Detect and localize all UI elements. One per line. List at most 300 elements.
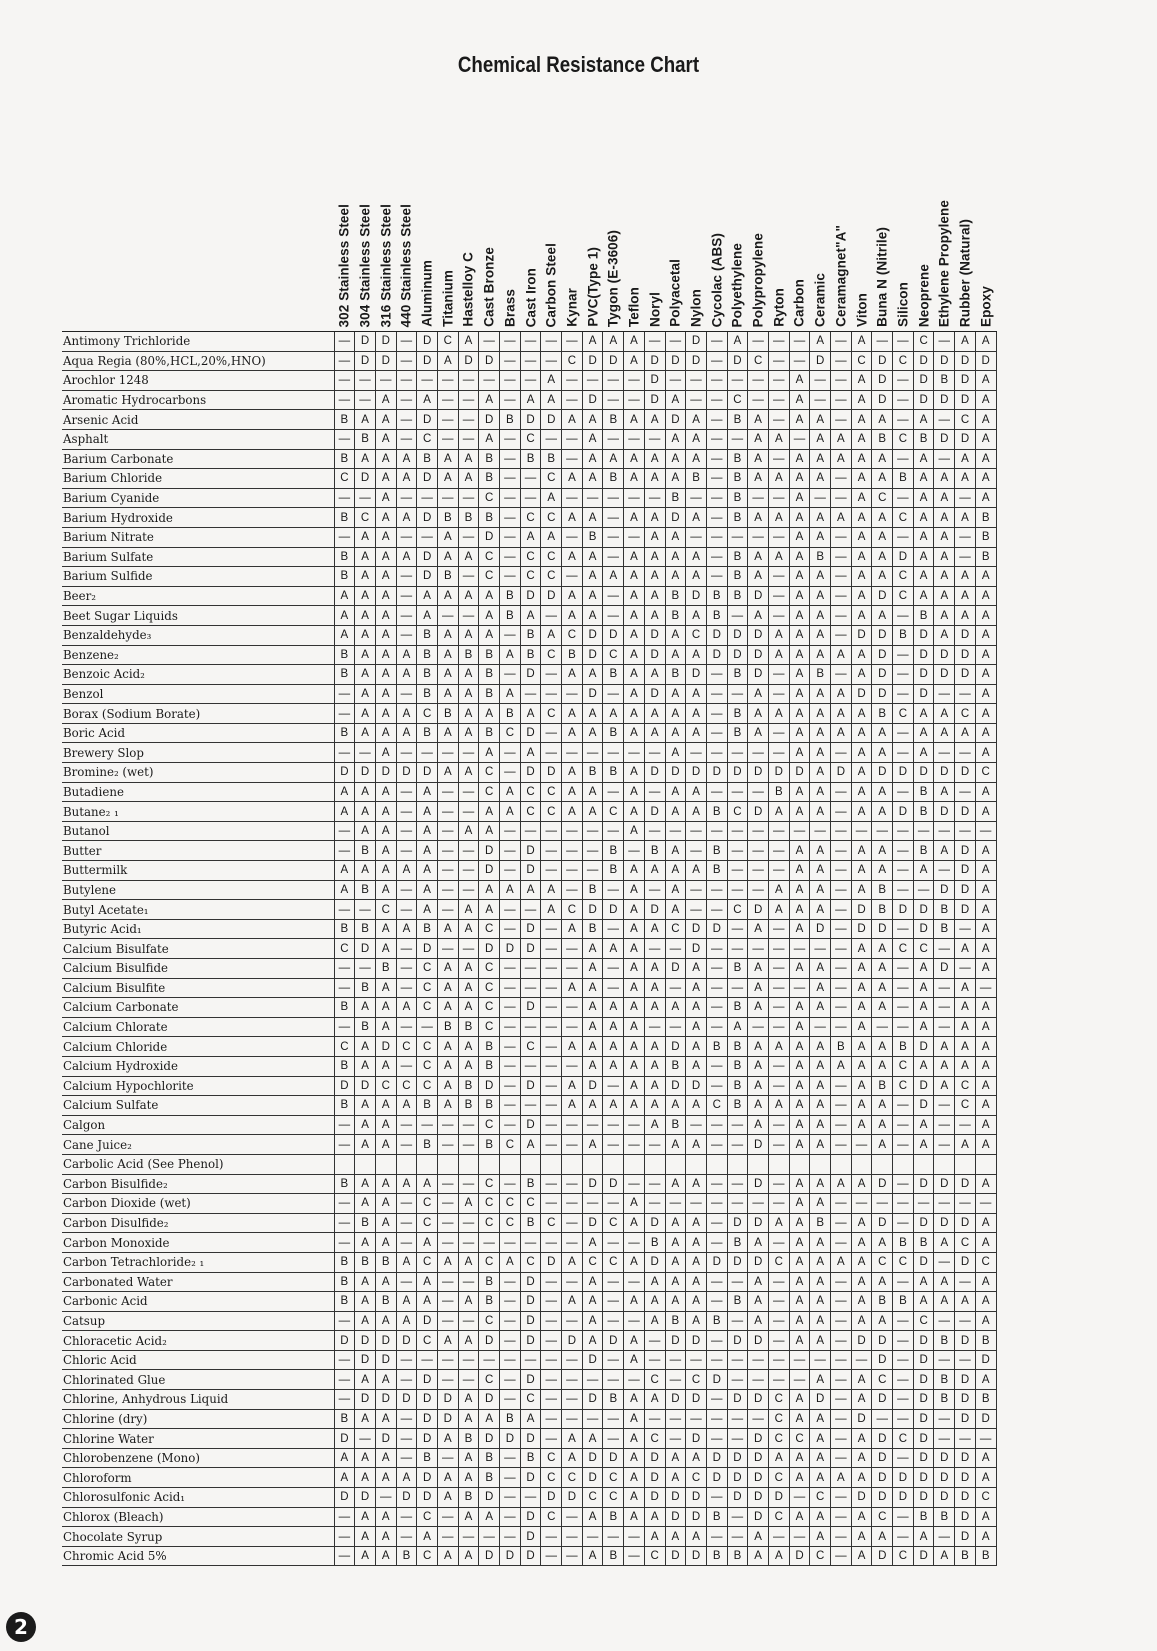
rating-cell: A xyxy=(872,469,893,489)
rating-cell xyxy=(417,1154,438,1174)
rating-cell: D xyxy=(541,410,562,430)
rating-cell: — xyxy=(748,861,769,881)
column-header-label: Rubber (Natural) xyxy=(957,218,973,327)
rating-cell: — xyxy=(500,371,521,391)
rating-cell: — xyxy=(334,1370,355,1390)
rating-cell: D xyxy=(375,1037,396,1057)
rating-cell: C xyxy=(520,1390,541,1410)
rating-cell: A xyxy=(458,1546,479,1566)
rating-cell: C xyxy=(500,723,521,743)
rating-cell: A xyxy=(975,332,996,352)
rating-cell: B xyxy=(437,704,458,724)
table-row xyxy=(62,1174,996,1194)
rating-cell: C xyxy=(872,1252,893,1272)
rating-cell: B xyxy=(893,1233,914,1253)
rating-cell: A xyxy=(355,625,376,645)
rating-cell: — xyxy=(603,743,624,763)
rating-cell: A xyxy=(624,959,645,979)
rating-cell: C xyxy=(479,1311,500,1331)
rating-cell: C xyxy=(479,547,500,567)
rating-cell: — xyxy=(562,527,583,547)
rating-cell: D xyxy=(417,508,438,528)
rating-cell: — xyxy=(500,1056,521,1076)
rating-cell: — xyxy=(624,527,645,547)
rating-cell: — xyxy=(334,1311,355,1331)
rating-cell: D xyxy=(686,351,707,371)
rating-cell: D xyxy=(727,1488,748,1508)
rating-cell: C xyxy=(893,508,914,528)
rating-cell: D xyxy=(541,586,562,606)
rating-cell: — xyxy=(831,351,852,371)
rating-cell: — xyxy=(417,1115,438,1135)
rating-cell: A xyxy=(355,1527,376,1547)
rating-cell: — xyxy=(541,1292,562,1312)
rating-cell: — xyxy=(955,1311,976,1331)
rating-cell: A xyxy=(624,567,645,587)
rating-cell: — xyxy=(748,527,769,547)
rating-cell: — xyxy=(768,821,789,841)
rating-cell: — xyxy=(541,1350,562,1370)
rating-cell: A xyxy=(748,723,769,743)
rating-cell: D xyxy=(644,1252,665,1272)
rating-cell: — xyxy=(562,1370,583,1390)
rating-cell: A xyxy=(624,1037,645,1057)
rating-cell: A xyxy=(665,1272,686,1292)
rating-cell: D xyxy=(520,1507,541,1527)
rating-cell: A xyxy=(665,547,686,567)
rating-cell: — xyxy=(789,332,810,352)
rating-cell: — xyxy=(500,900,521,920)
rating-cell: — xyxy=(437,410,458,430)
rating-cell: — xyxy=(562,1213,583,1233)
rating-cell: A xyxy=(396,1311,417,1331)
rating-cell: A xyxy=(355,1370,376,1390)
rating-cell: A xyxy=(644,527,665,547)
rating-cell: A xyxy=(665,1468,686,1488)
rating-cell: A xyxy=(851,1037,872,1057)
rating-cell: B xyxy=(975,1390,996,1410)
rating-cell: A xyxy=(624,978,645,998)
rating-cell: C xyxy=(437,332,458,352)
rating-cell: B xyxy=(458,645,479,665)
column-header xyxy=(686,165,707,332)
table-row xyxy=(62,508,996,528)
rating-cell: D xyxy=(582,900,603,920)
table-row xyxy=(62,723,996,743)
rating-cell: D xyxy=(582,390,603,410)
rating-cell: — xyxy=(831,900,852,920)
rating-cell: A xyxy=(810,880,831,900)
rating-cell: — xyxy=(396,567,417,587)
rating-cell: C xyxy=(603,1252,624,1272)
rating-cell: D xyxy=(934,1448,955,1468)
chemical-name: Chlorine, Anhydrous Liquid xyxy=(62,1390,334,1410)
rating-cell: — xyxy=(955,1350,976,1370)
rating-cell: D xyxy=(686,763,707,783)
rating-cell: — xyxy=(706,567,727,587)
rating-cell: — xyxy=(624,1311,645,1331)
rating-cell: A xyxy=(582,1135,603,1155)
rating-cell: B xyxy=(334,410,355,430)
rating-cell: A xyxy=(355,410,376,430)
rating-cell: — xyxy=(500,1527,521,1547)
rating-cell: B xyxy=(644,1233,665,1253)
rating-cell: D xyxy=(955,841,976,861)
rating-cell: A xyxy=(934,1233,955,1253)
rating-cell: — xyxy=(748,880,769,900)
rating-cell: — xyxy=(603,1233,624,1253)
rating-cell: D xyxy=(934,1174,955,1194)
rating-cell: — xyxy=(706,743,727,763)
rating-cell: A xyxy=(375,1017,396,1037)
rating-cell: A xyxy=(748,1115,769,1135)
rating-cell: D xyxy=(396,1488,417,1508)
rating-cell xyxy=(851,1154,872,1174)
rating-cell: — xyxy=(851,1350,872,1370)
rating-cell: A xyxy=(541,880,562,900)
rating-cell: — xyxy=(893,390,914,410)
rating-cell: — xyxy=(851,821,872,841)
rating-cell: C xyxy=(541,802,562,822)
rating-cell: — xyxy=(975,1194,996,1214)
rating-cell: A xyxy=(789,665,810,685)
rating-cell: A xyxy=(582,1272,603,1292)
rating-cell: C xyxy=(562,900,583,920)
rating-cell: — xyxy=(437,1135,458,1155)
table-row xyxy=(62,1252,996,1272)
rating-cell: D xyxy=(686,1429,707,1449)
rating-cell: A xyxy=(934,704,955,724)
rating-cell: A xyxy=(624,1507,645,1527)
rating-cell: — xyxy=(831,606,852,626)
rating-cell: B xyxy=(417,1096,438,1116)
rating-cell: — xyxy=(748,390,769,410)
rating-cell: — xyxy=(831,1546,852,1566)
rating-cell: A xyxy=(541,390,562,410)
rating-cell: — xyxy=(582,1527,603,1547)
rating-cell: — xyxy=(603,1194,624,1214)
rating-cell: A xyxy=(955,1135,976,1155)
rating-cell: — xyxy=(500,841,521,861)
rating-cell: C xyxy=(893,586,914,606)
rating-cell: — xyxy=(582,1115,603,1135)
rating-cell: A xyxy=(458,684,479,704)
rating-cell: A xyxy=(541,900,562,920)
rating-cell: — xyxy=(706,665,727,685)
rating-cell: — xyxy=(437,1507,458,1527)
rating-cell: — xyxy=(706,684,727,704)
rating-cell: B xyxy=(934,1390,955,1410)
chemical-name: Aqua Regia (80%,HCL,20%,HNO) xyxy=(62,351,334,371)
rating-cell: A xyxy=(479,821,500,841)
rating-cell: A xyxy=(562,1096,583,1116)
rating-cell: C xyxy=(479,782,500,802)
rating-cell: A xyxy=(831,429,852,449)
rating-cell: — xyxy=(437,880,458,900)
rating-cell: — xyxy=(458,939,479,959)
column-header xyxy=(582,165,603,332)
rating-cell: A xyxy=(810,567,831,587)
rating-cell: D xyxy=(893,900,914,920)
table-row xyxy=(62,821,996,841)
rating-cell: A xyxy=(686,1448,707,1468)
rating-cell: A xyxy=(375,821,396,841)
rating-cell: A xyxy=(479,704,500,724)
rating-cell: B xyxy=(417,919,438,939)
rating-cell: D xyxy=(355,763,376,783)
rating-cell: — xyxy=(562,880,583,900)
rating-cell: — xyxy=(955,1429,976,1449)
rating-cell: A xyxy=(582,567,603,587)
rating-cell: — xyxy=(727,1135,748,1155)
rating-cell: D xyxy=(748,1135,769,1155)
rating-cell: A xyxy=(748,1037,769,1057)
rating-cell: A xyxy=(789,547,810,567)
rating-cell: C xyxy=(479,919,500,939)
rating-cell: — xyxy=(831,1017,852,1037)
rating-cell: — xyxy=(624,1370,645,1390)
rating-cell: C xyxy=(417,998,438,1018)
rating-cell: C xyxy=(541,567,562,587)
rating-cell: — xyxy=(396,390,417,410)
table-row xyxy=(62,665,996,685)
rating-cell: D xyxy=(686,919,707,939)
rating-cell: B xyxy=(334,723,355,743)
rating-cell: — xyxy=(665,1429,686,1449)
rating-cell: A xyxy=(458,332,479,352)
rating-cell: A xyxy=(562,547,583,567)
rating-cell: A xyxy=(872,959,893,979)
rating-cell: A xyxy=(789,1292,810,1312)
rating-cell: A xyxy=(748,1096,769,1116)
rating-cell: A xyxy=(624,1076,645,1096)
rating-cell: A xyxy=(831,1056,852,1076)
rating-cell: A xyxy=(748,469,769,489)
rating-cell: — xyxy=(396,332,417,352)
rating-cell: A xyxy=(955,939,976,959)
rating-cell: — xyxy=(603,429,624,449)
rating-cell: A xyxy=(437,763,458,783)
rating-cell: — xyxy=(686,743,707,763)
rating-cell: — xyxy=(437,1194,458,1214)
rating-cell: A xyxy=(624,861,645,881)
rating-cell: C xyxy=(955,1096,976,1116)
rating-cell: A xyxy=(624,332,645,352)
rating-cell: A xyxy=(768,802,789,822)
rating-cell: D xyxy=(520,939,541,959)
rating-cell: A xyxy=(437,1037,458,1057)
rating-cell: D xyxy=(851,1331,872,1351)
rating-cell: — xyxy=(334,1017,355,1037)
rating-cell: A xyxy=(748,1056,769,1076)
rating-cell: A xyxy=(975,586,996,606)
rating-cell: A xyxy=(913,1017,934,1037)
chemical-name: Barium Carbonate xyxy=(62,449,334,469)
rating-cell: — xyxy=(334,1115,355,1135)
rating-cell: A xyxy=(458,449,479,469)
rating-cell: — xyxy=(644,1194,665,1214)
rating-cell: D xyxy=(955,390,976,410)
rating-cell: D xyxy=(706,1448,727,1468)
rating-cell: D xyxy=(913,1409,934,1429)
rating-cell: A xyxy=(748,449,769,469)
rating-cell: A xyxy=(624,1017,645,1037)
rating-cell: — xyxy=(500,1272,521,1292)
rating-cell: A xyxy=(582,1292,603,1312)
rating-cell: A xyxy=(810,900,831,920)
rating-cell: D xyxy=(417,1311,438,1331)
rating-cell: — xyxy=(893,782,914,802)
rating-cell: — xyxy=(437,1213,458,1233)
rating-cell: A xyxy=(624,645,645,665)
rating-cell: B xyxy=(582,763,603,783)
rating-cell: — xyxy=(665,371,686,391)
rating-cell: — xyxy=(334,1135,355,1155)
rating-cell: D xyxy=(872,1468,893,1488)
table-row xyxy=(62,1037,996,1057)
rating-cell: A xyxy=(644,919,665,939)
chemical-name: Brewery Slop xyxy=(62,743,334,763)
rating-cell: D xyxy=(913,1350,934,1370)
rating-cell: — xyxy=(706,1331,727,1351)
rating-cell: A xyxy=(644,410,665,430)
rating-cell: A xyxy=(789,959,810,979)
rating-cell: B xyxy=(934,900,955,920)
rating-cell: D xyxy=(603,1174,624,1194)
rating-cell: B xyxy=(913,606,934,626)
rating-cell: C xyxy=(562,1468,583,1488)
rating-cell: A xyxy=(934,469,955,489)
rating-cell: C xyxy=(582,1488,603,1508)
rating-cell: A xyxy=(975,704,996,724)
rating-cell: A xyxy=(624,763,645,783)
rating-cell: C xyxy=(768,1507,789,1527)
rating-cell: A xyxy=(789,1096,810,1116)
rating-cell: — xyxy=(396,1194,417,1214)
rating-cell: C xyxy=(541,469,562,489)
rating-cell: — xyxy=(831,919,852,939)
rating-cell: — xyxy=(727,880,748,900)
rating-cell: A xyxy=(624,1390,645,1410)
rating-cell: — xyxy=(437,371,458,391)
rating-cell: A xyxy=(375,1527,396,1547)
rating-cell: D xyxy=(727,625,748,645)
rating-cell: A xyxy=(748,429,769,449)
rating-cell: — xyxy=(603,919,624,939)
rating-cell: B xyxy=(665,606,686,626)
rating-cell: — xyxy=(562,488,583,508)
rating-cell: — xyxy=(562,1390,583,1410)
rating-cell: D xyxy=(520,723,541,743)
rating-cell: A xyxy=(872,1115,893,1135)
rating-cell: D xyxy=(934,959,955,979)
rating-cell: — xyxy=(768,1370,789,1390)
rating-cell: — xyxy=(355,488,376,508)
rating-cell: A xyxy=(913,723,934,743)
rating-cell: A xyxy=(851,429,872,449)
rating-cell: A xyxy=(458,1409,479,1429)
rating-cell: A xyxy=(665,390,686,410)
rating-cell: D xyxy=(955,1390,976,1410)
rating-cell: D xyxy=(748,625,769,645)
chemical-name: Barium Hydroxide xyxy=(62,508,334,528)
table-row xyxy=(62,841,996,861)
rating-cell: A xyxy=(562,763,583,783)
rating-cell: A xyxy=(458,1390,479,1410)
rating-cell: D xyxy=(872,1213,893,1233)
rating-cell: — xyxy=(603,1292,624,1312)
rating-cell: B xyxy=(706,841,727,861)
rating-cell: A xyxy=(975,1056,996,1076)
rating-cell: A xyxy=(375,1448,396,1468)
rating-cell: A xyxy=(810,508,831,528)
chemical-name: Benzene₂ xyxy=(62,645,334,665)
table-row xyxy=(62,1546,996,1566)
rating-cell: D xyxy=(665,1037,686,1057)
rating-cell: A xyxy=(789,1115,810,1135)
rating-cell: D xyxy=(913,1076,934,1096)
rating-cell: — xyxy=(665,1017,686,1037)
rating-cell: A xyxy=(810,527,831,547)
rating-cell: A xyxy=(665,782,686,802)
column-header-label: Titanium xyxy=(440,270,456,327)
rating-cell: A xyxy=(562,704,583,724)
table-row xyxy=(62,1350,996,1370)
rating-cell: D xyxy=(748,1252,769,1272)
rating-cell: — xyxy=(893,449,914,469)
rating-cell: — xyxy=(893,1527,914,1547)
rating-cell: A xyxy=(851,1056,872,1076)
rating-cell: A xyxy=(810,449,831,469)
rating-cell: A xyxy=(644,567,665,587)
rating-cell: D xyxy=(458,351,479,371)
rating-cell: A xyxy=(665,1174,686,1194)
rating-cell: — xyxy=(644,1409,665,1429)
rating-cell: A xyxy=(500,645,521,665)
rating-cell: A xyxy=(665,1448,686,1468)
rating-cell: — xyxy=(437,861,458,881)
rating-cell: C xyxy=(479,1115,500,1135)
rating-cell: A xyxy=(665,861,686,881)
rating-cell: B xyxy=(582,919,603,939)
table-row xyxy=(62,606,996,626)
rating-cell: — xyxy=(458,1370,479,1390)
rating-cell: — xyxy=(768,351,789,371)
rating-cell: — xyxy=(913,880,934,900)
rating-cell: A xyxy=(665,1213,686,1233)
rating-cell: — xyxy=(603,782,624,802)
rating-cell xyxy=(686,1154,707,1174)
rating-cell: D xyxy=(355,332,376,352)
rating-cell: A xyxy=(665,527,686,547)
rating-cell: B xyxy=(727,1096,748,1116)
rating-cell: A xyxy=(500,684,521,704)
rating-cell: — xyxy=(789,1370,810,1390)
rating-cell: D xyxy=(913,1037,934,1057)
rating-cell: D xyxy=(520,763,541,783)
rating-cell: A xyxy=(789,900,810,920)
rating-cell: — xyxy=(603,1115,624,1135)
rating-cell: — xyxy=(706,508,727,528)
rating-cell: — xyxy=(396,1527,417,1547)
rating-cell: B xyxy=(603,665,624,685)
rating-cell: A xyxy=(789,645,810,665)
rating-cell: — xyxy=(831,1233,852,1253)
rating-cell: — xyxy=(437,1448,458,1468)
rating-cell: D xyxy=(872,1488,893,1508)
rating-cell: A xyxy=(872,1233,893,1253)
rating-cell: B xyxy=(417,625,438,645)
